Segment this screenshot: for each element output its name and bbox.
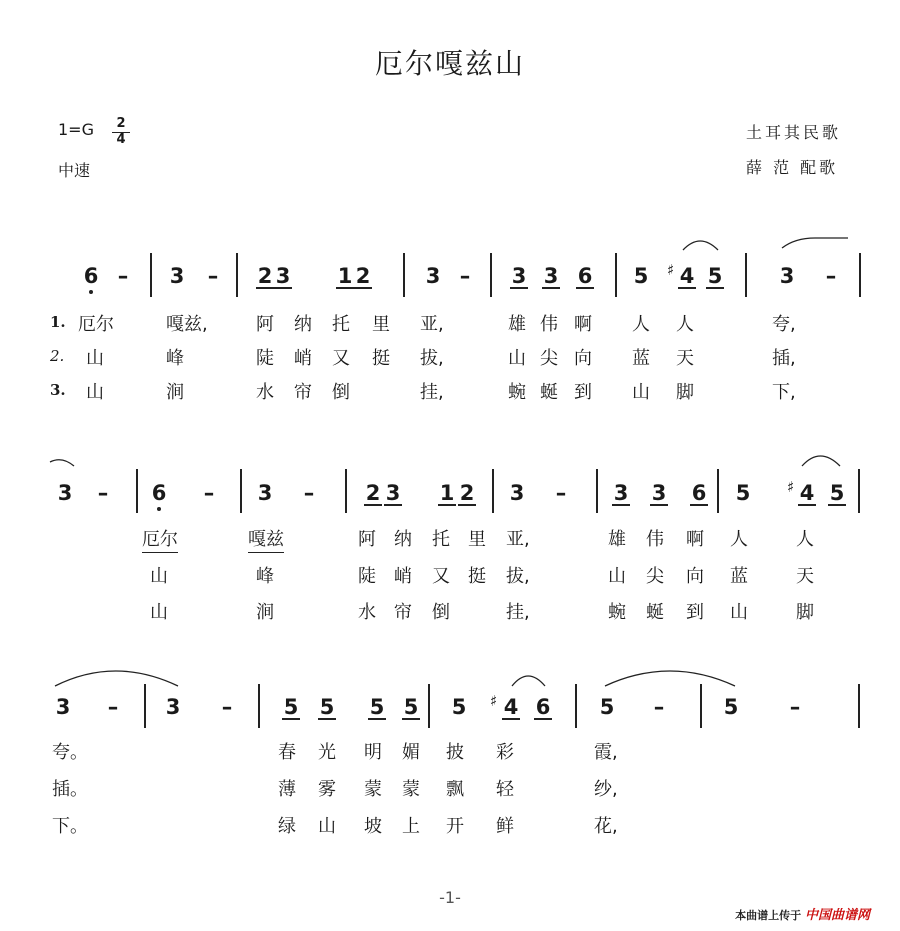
note: 3 xyxy=(257,481,273,505)
lyric: 倒 xyxy=(332,382,350,403)
note: 5 xyxy=(451,695,467,719)
note: 6 xyxy=(691,481,707,505)
lyric: 向 xyxy=(686,566,704,587)
lyric: 光 xyxy=(318,742,336,763)
lyric: 挺 xyxy=(372,348,390,369)
lyric: 里 xyxy=(372,314,390,335)
note: 3 xyxy=(511,264,527,288)
lyric: 伟 xyxy=(540,314,558,335)
lyric: 脚 xyxy=(796,602,814,623)
lyric: 厄尔 xyxy=(78,314,114,335)
lyric: 天 xyxy=(796,566,814,587)
lyric: 托 xyxy=(432,529,450,550)
dash: – xyxy=(459,264,471,288)
lyric: 明 xyxy=(364,742,382,763)
bar-line xyxy=(136,469,138,513)
lyric: 下, xyxy=(772,382,796,403)
lyric: 挺 xyxy=(468,566,486,587)
sharp-sign: ♯ xyxy=(490,692,498,710)
lyric: 厄尔 xyxy=(142,525,178,553)
time-signature-top: 2 xyxy=(112,117,130,133)
lyric: 蜒 xyxy=(540,382,558,403)
lyric: 人 xyxy=(632,314,650,335)
lyric: 轻 xyxy=(496,779,514,800)
lyric: 挂, xyxy=(506,602,530,623)
note: 5 xyxy=(403,695,419,719)
lyricist-credit: 薛 范 配歌 xyxy=(746,158,839,177)
lyric: 托 xyxy=(332,314,350,335)
note: 3 xyxy=(779,264,795,288)
dash: – xyxy=(221,695,233,719)
lyric: 蜿 xyxy=(608,602,626,623)
bar-line xyxy=(858,469,860,513)
site-brand-logo[interactable]: 中国曲谱网 xyxy=(804,908,870,923)
note: 5 xyxy=(723,695,739,719)
note: 5 xyxy=(369,695,385,719)
lyric: 山 xyxy=(508,348,526,369)
lyric: 峭 xyxy=(294,348,312,369)
bar-line xyxy=(428,684,430,728)
upload-credit xyxy=(735,904,870,923)
note: 2 xyxy=(365,481,381,505)
lyric: 人 xyxy=(730,529,748,550)
lyric: 又 xyxy=(332,348,350,369)
lyric: 蓝 xyxy=(632,348,650,369)
note: 6 xyxy=(577,264,593,288)
lyric: 山 xyxy=(86,382,104,403)
lyric: 到 xyxy=(574,382,592,403)
lyric: 上 xyxy=(402,816,420,837)
key-signature: 1=G xyxy=(58,120,94,139)
sharp-sign: ♯ xyxy=(667,261,675,279)
note: 3 xyxy=(55,695,71,719)
verse-number: 1. xyxy=(50,313,66,331)
bar-line xyxy=(258,684,260,728)
lyric: 向 xyxy=(574,348,592,369)
bar-line xyxy=(490,253,492,297)
lyric: 雄 xyxy=(508,314,526,335)
lyric: 下。 xyxy=(52,816,88,837)
lyric: 彩 xyxy=(496,742,514,763)
lyric: 又 xyxy=(432,566,450,587)
lyric: 挂, xyxy=(420,382,444,403)
lyric: 涧 xyxy=(166,382,184,403)
lyric: 啊 xyxy=(574,314,592,335)
lyric: 媚 xyxy=(402,742,420,763)
lyric: 嘎兹, xyxy=(166,314,208,335)
lyric: 山 xyxy=(150,566,168,587)
bar-line xyxy=(858,684,860,728)
lyric: 蓝 xyxy=(730,566,748,587)
lyric: 花, xyxy=(594,816,618,837)
lyric: 山 xyxy=(730,602,748,623)
dash: – xyxy=(789,695,801,719)
lyric: 涧 xyxy=(256,602,274,623)
upload-credit-text: 本曲谱上传于 xyxy=(735,909,802,922)
lyric: 阿 xyxy=(358,529,376,550)
bar-line xyxy=(144,684,146,728)
dash: – xyxy=(207,264,219,288)
lyric: 蜒 xyxy=(646,602,664,623)
sharp-sign: ♯ xyxy=(787,478,795,496)
lyric: 脚 xyxy=(676,382,694,403)
lyric: 夸。 xyxy=(52,742,88,763)
lyric: 蜿 xyxy=(508,382,526,403)
dash: – xyxy=(117,264,129,288)
note: 6 xyxy=(83,264,99,288)
lyric: 插。 xyxy=(52,779,88,800)
note: 4 xyxy=(799,481,815,505)
lyric: 阿 xyxy=(256,314,274,335)
lyric: 伟 xyxy=(646,529,664,550)
low-octave-dot xyxy=(157,507,161,511)
note: 2 xyxy=(459,481,475,505)
note: 1 xyxy=(439,481,455,505)
lyric: 坡 xyxy=(364,816,382,837)
time-signature-bottom: 4 xyxy=(116,132,126,147)
lyric: 鲜 xyxy=(496,816,514,837)
note: 3 xyxy=(543,264,559,288)
note: 4 xyxy=(679,264,695,288)
lyric: 尖 xyxy=(646,566,664,587)
lyric: 山 xyxy=(150,602,168,623)
lyric: 人 xyxy=(796,529,814,550)
lyric: 帘 xyxy=(294,382,312,403)
lyric: 蒙 xyxy=(364,779,382,800)
note: 3 xyxy=(425,264,441,288)
lyric: 峭 xyxy=(394,566,412,587)
lyric: 亚, xyxy=(506,529,530,550)
note: 3 xyxy=(275,264,291,288)
lyric: 里 xyxy=(468,529,486,550)
dash: – xyxy=(555,481,567,505)
bar-line xyxy=(403,253,405,297)
note: 3 xyxy=(57,481,73,505)
lyric: 山 xyxy=(608,566,626,587)
lyric: 山 xyxy=(86,348,104,369)
bar-line xyxy=(240,469,242,513)
note: 4 xyxy=(503,695,519,719)
bar-line xyxy=(745,253,747,297)
lyric: 到 xyxy=(686,602,704,623)
lyric: 嘎兹 xyxy=(248,525,284,553)
verse-number: 2. xyxy=(50,347,65,365)
note: 6 xyxy=(151,481,167,505)
bar-line xyxy=(615,253,617,297)
lyric: 水 xyxy=(256,382,274,403)
note: 3 xyxy=(165,695,181,719)
lyric: 纳 xyxy=(294,314,312,335)
bar-line xyxy=(345,469,347,513)
lyric: 啊 xyxy=(686,529,704,550)
note: 1 xyxy=(337,264,353,288)
lyric: 绿 xyxy=(278,816,296,837)
bar-line xyxy=(717,469,719,513)
note: 5 xyxy=(829,481,845,505)
note: 2 xyxy=(257,264,273,288)
dash: – xyxy=(653,695,665,719)
lyric: 亚, xyxy=(420,314,444,335)
note: 5 xyxy=(633,264,649,288)
note: 3 xyxy=(385,481,401,505)
note: 5 xyxy=(599,695,615,719)
bar-line xyxy=(596,469,598,513)
lyric: 山 xyxy=(632,382,650,403)
bar-line xyxy=(492,469,494,513)
note: 2 xyxy=(355,264,371,288)
lyric: 雾 xyxy=(318,779,336,800)
bar-line xyxy=(575,684,577,728)
dash: – xyxy=(107,695,119,719)
dash: – xyxy=(303,481,315,505)
lyric: 插, xyxy=(772,348,796,369)
note: 3 xyxy=(651,481,667,505)
lyric: 峰 xyxy=(256,566,274,587)
song-origin: 土耳其民歌 xyxy=(746,123,842,142)
dash: – xyxy=(825,264,837,288)
note: 5 xyxy=(707,264,723,288)
bar-line xyxy=(700,684,702,728)
lyric: 天 xyxy=(676,348,694,369)
lyric: 倒 xyxy=(432,602,450,623)
lyric: 山 xyxy=(318,816,336,837)
lyric: 薄 xyxy=(278,779,296,800)
lyric: 水 xyxy=(358,602,376,623)
lyric: 开 xyxy=(446,816,464,837)
lyric: 陡 xyxy=(256,348,274,369)
note: 5 xyxy=(319,695,335,719)
lyric: 拔, xyxy=(506,566,530,587)
note: 6 xyxy=(535,695,551,719)
lyric: 飘 xyxy=(446,779,464,800)
note: 5 xyxy=(283,695,299,719)
bar-line xyxy=(150,253,152,297)
lyric: 峰 xyxy=(166,348,184,369)
page-number: -1- xyxy=(439,888,461,907)
lyric: 纳 xyxy=(394,529,412,550)
lyric: 陡 xyxy=(358,566,376,587)
lyric: 霞, xyxy=(594,742,618,763)
bar-line xyxy=(859,253,861,297)
lyric: 帘 xyxy=(394,602,412,623)
lyric: 尖 xyxy=(540,348,558,369)
lyric: 蒙 xyxy=(402,779,420,800)
lyric: 披 xyxy=(446,742,464,763)
note: 3 xyxy=(509,481,525,505)
note: 3 xyxy=(613,481,629,505)
tempo-marking: 中速 xyxy=(58,161,91,180)
low-octave-dot xyxy=(89,290,93,294)
note: 3 xyxy=(169,264,185,288)
bar-line xyxy=(236,253,238,297)
lyric: 春 xyxy=(278,742,296,763)
note: 5 xyxy=(735,481,751,505)
lyric: 人 xyxy=(676,314,694,335)
lyric: 夸, xyxy=(772,314,796,335)
lyric: 雄 xyxy=(608,529,626,550)
lyric: 拔, xyxy=(420,348,444,369)
song-title: 厄尔嘎兹山 xyxy=(374,47,525,80)
lyric: 纱, xyxy=(594,779,618,800)
dash: – xyxy=(203,481,215,505)
dash: – xyxy=(97,481,109,505)
verse-number: 3. xyxy=(50,381,66,399)
